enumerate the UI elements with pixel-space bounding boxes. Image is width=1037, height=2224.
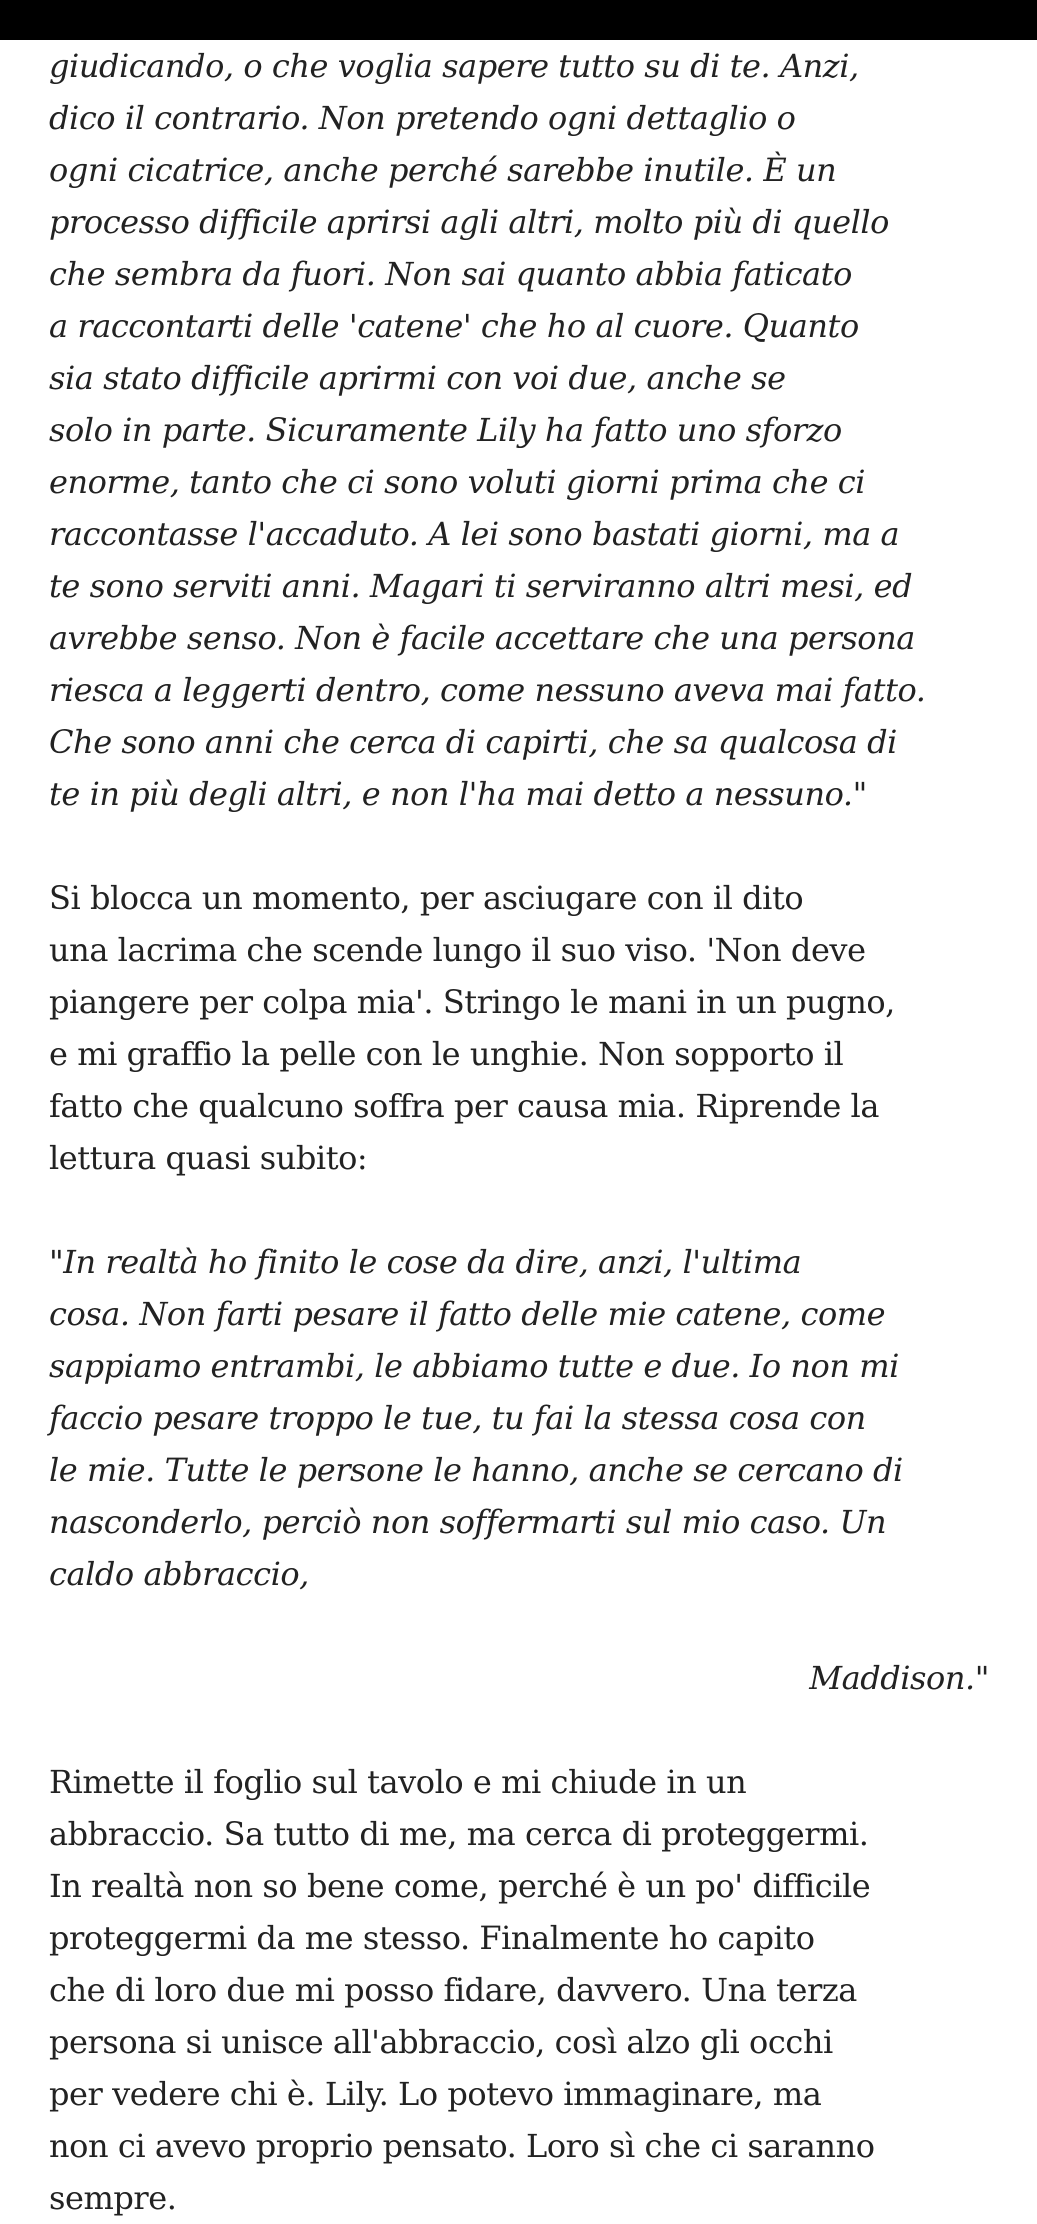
narration-paragraph-2 bbox=[49, 1756, 989, 2224]
text-line: te sono serviti anni. Magari ti serviranno altri mesi, ed bbox=[49, 567, 913, 605]
text-line: lettura quasi subito: bbox=[49, 1139, 368, 1177]
text-line: sia stato difficile aprirmi con voi due, anche se bbox=[49, 359, 786, 397]
text-line: una lacrima che scende lungo il suo viso. 'Non deve bbox=[49, 931, 866, 969]
text-line: che sembra da fuori. Non sai quanto abbia faticato bbox=[49, 255, 852, 293]
text-line: te in più degli altri, e non l'ha mai detto a nessuno." bbox=[49, 775, 867, 813]
text-line: abbraccio. Sa tutto di me, ma cerca di proteggermi. bbox=[49, 1815, 869, 1853]
letter-paragraph-1 bbox=[49, 40, 989, 820]
paragraph-gap bbox=[49, 1600, 989, 1652]
text-line: raccontasse l'accaduto. A lei sono bastati giorni, ma a bbox=[49, 515, 900, 553]
text-line: enorme, tanto che ci sono voluti giorni prima che ci bbox=[49, 463, 866, 501]
text-line: dico il contrario. Non pretendo ogni dettaglio o bbox=[49, 99, 796, 137]
text-line: Si blocca un momento, per asciugare con il dito bbox=[49, 879, 804, 917]
text-line: non ci avevo proprio pensato. Loro sì che ci saranno bbox=[49, 2127, 875, 2165]
text-line: faccio pesare troppo le tue, tu fai la stessa cosa con bbox=[49, 1399, 866, 1437]
text-line: sempre. bbox=[49, 2179, 177, 2217]
text-line: cosa. Non farti pesare il fatto delle mie catene, come bbox=[49, 1295, 886, 1333]
text-line: proteggermi da me stesso. Finalmente ho capito bbox=[49, 1919, 815, 1957]
paragraph-gap bbox=[49, 1704, 989, 1756]
text-line: le mie. Tutte le persone le hanno, anche se cercano di bbox=[49, 1451, 903, 1489]
text-line: giudicando, o che voglia sapere tutto su di te. Anzi, bbox=[49, 47, 859, 85]
text-line: avrebbe senso. Non è facile accettare che una persona bbox=[49, 619, 915, 657]
paragraph-gap bbox=[49, 820, 989, 872]
text-line: persona si unisce all'abbraccio, così alzo gli occhi bbox=[49, 2023, 833, 2061]
text-line: fatto che qualcuno soffra per causa mia. Riprende la bbox=[49, 1087, 879, 1125]
narration-paragraph-1 bbox=[49, 872, 989, 1184]
text-line: Rimette il foglio sul tavolo e mi chiude in un bbox=[49, 1763, 747, 1801]
text-line: Che sono anni che cerca di capirti, che sa qualcosa di bbox=[49, 723, 897, 761]
signature-line: Maddison." bbox=[809, 1659, 989, 1697]
text-line: sappiamo entrambi, le abbiamo tutte e due. Io non mi bbox=[49, 1347, 899, 1385]
text-line: che di loro due mi posso fidare, davvero. Una terza bbox=[49, 1971, 857, 2009]
text-line: In realtà non so bene come, perché è un po' difficile bbox=[49, 1867, 871, 1905]
letter-paragraph-2 bbox=[49, 1236, 989, 1600]
text-line: nasconderlo, perciò non soffermarti sul mio caso. Un bbox=[49, 1503, 887, 1541]
text-line: "In realtà ho finito le cose da dire, anzi, l'ultima bbox=[49, 1243, 802, 1281]
text-line: caldo abbraccio, bbox=[49, 1555, 309, 1593]
text-line: processo difficile aprirsi agli altri, molto più di quello bbox=[49, 203, 889, 241]
text-line: solo in parte. Sicuramente Lily ha fatto uno sforzo bbox=[49, 411, 842, 449]
text-line: per vedere chi è. Lily. Lo potevo immaginare, ma bbox=[49, 2075, 822, 2113]
text-line: ogni cicatrice, anche perché sarebbe inutile. È un bbox=[49, 151, 837, 189]
text-line: e mi graffio la pelle con le unghie. Non sopporto il bbox=[49, 1035, 844, 1073]
status-bar bbox=[0, 0, 1037, 40]
paragraph-gap bbox=[49, 1184, 989, 1236]
text-line: riesca a leggerti dentro, come nessuno aveva mai fatto. bbox=[49, 671, 926, 709]
text-line: a raccontarti delle 'catene' che ho al cuore. Quanto bbox=[49, 307, 859, 345]
story-text bbox=[49, 40, 989, 2224]
letter-signature bbox=[49, 1652, 989, 1704]
text-line: piangere per colpa mia'. Stringo le mani in un pugno, bbox=[49, 983, 895, 1021]
